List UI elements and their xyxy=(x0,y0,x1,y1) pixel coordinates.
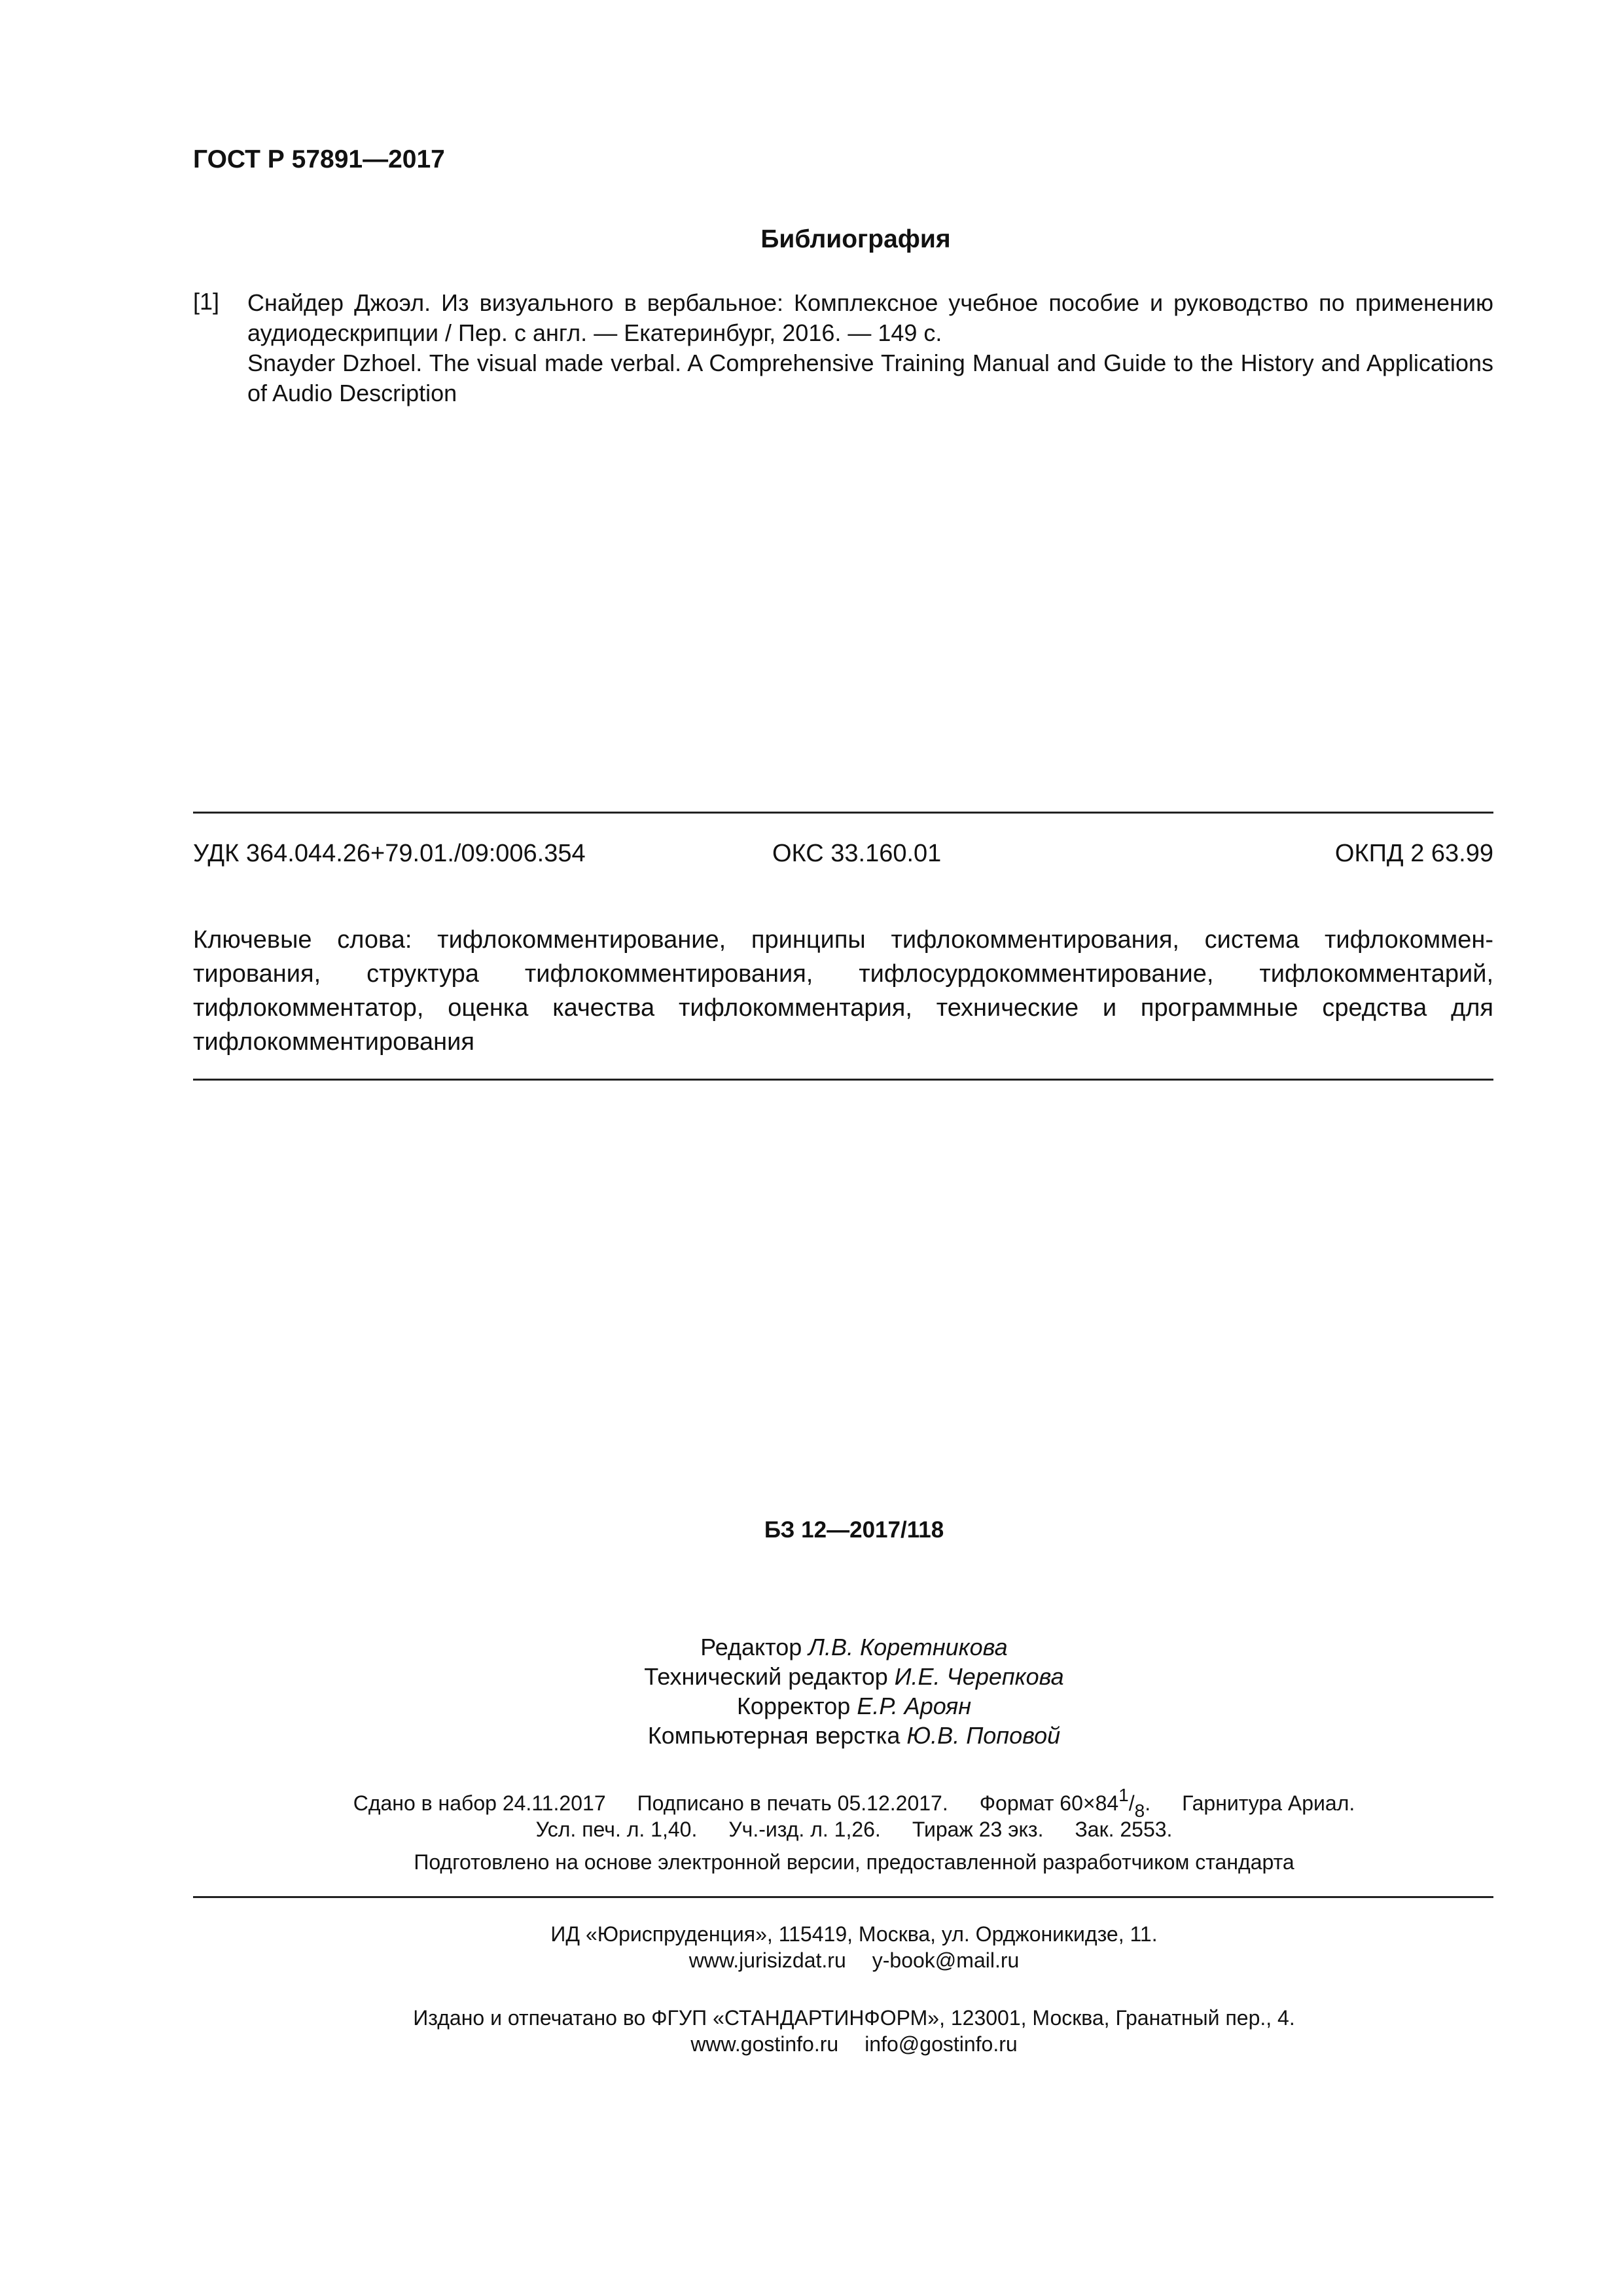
publisher-site-link[interactable]: www.jurisizdat.ru xyxy=(688,1948,846,1972)
staff-proofreader: Корректор Е.Р. Ароян xyxy=(736,1693,972,1719)
oks-code: ОКС 33.160.01 xyxy=(772,840,942,867)
keywords-line: тифлокомментирования xyxy=(193,1028,474,1056)
publisher-info: ИД «Юриспруденция», 115419, Москва, ул. Орджоникидзе, 11. www.jurisizdat.ru y-book@mail.ru xyxy=(550,1922,1158,1972)
print-info xyxy=(0,1785,1623,1875)
reference-line: Снайдер Джоэл. Из визуального в вербальное: Комплексное учебное пособие и руководство по применению xyxy=(247,289,1493,316)
publisher-email-link[interactable]: y-book@mail.ru xyxy=(872,1948,1020,1972)
keywords-block xyxy=(193,923,1493,1059)
staff-technical-editor: Технический редактор И.Е. Черепкова xyxy=(644,1663,1064,1690)
reference-number: [1] xyxy=(193,288,220,315)
okpd-code: ОКПД 2 63.99 xyxy=(1334,840,1493,867)
keywords-line: тирования, структура тифлокомментирования, тифлосурдокомментирование, тифлокомментарий, xyxy=(193,960,1493,988)
printer-info: Издано и отпечатано во ФГУП «СТАНДАРТИНФОРМ», 123001, Москва, Гранатный пер., 4. www.gostinfo.ru info@gostinfo.ru xyxy=(413,2006,1295,2056)
udc-code: УДК 364.044.26+79.01./09:006.354 xyxy=(193,840,586,867)
reference-line: of Audio Description xyxy=(247,380,457,406)
staff-credits xyxy=(0,1632,1623,1750)
reference-line: аудиодескрипции / Пер. с англ. — Екатеринбург, 2016. — 149 с. xyxy=(247,319,942,346)
printer-email-link[interactable]: info@gostinfo.ru xyxy=(865,2032,1018,2056)
printer-site-link[interactable]: www.gostinfo.ru xyxy=(690,2032,839,2056)
print-info-line-2: Усл. печ. л. 1,40. Уч.-изд. л. 1,26. Тираж 23 экз. Зак. 2553. xyxy=(535,1818,1173,1841)
divider xyxy=(193,1079,1493,1081)
divider xyxy=(193,812,1493,814)
staff-editor: Редактор Л.В. Коретникова xyxy=(700,1634,1008,1660)
staff-layout: Компьютерная верстка Ю.В. Поповой xyxy=(647,1722,1061,1749)
reference-entry xyxy=(247,288,1493,408)
bibliography-title: Библиография xyxy=(760,225,951,253)
keywords-line: тифлокомментатор, оценка качества тифлокомментария, технические и программные средства для xyxy=(193,994,1493,1022)
keywords-line: Ключевые слова: тифлокомментирование, принципы тифлокомментирования, система тифлокоммен- xyxy=(193,926,1493,954)
document-code: ГОСТ Р 57891—2017 xyxy=(193,145,445,173)
print-info-note: Подготовлено на основе электронной версии, предоставленной разработчиком стандарта xyxy=(414,1850,1294,1874)
bz-number: БЗ 12—2017/118 xyxy=(764,1517,944,1543)
print-info-line-1: Сдано в набор 24.11.2017 Подписано в печать 05.12.2017. Формат $60\times 84^1/_8$. Гарнитура Ариал. xyxy=(353,1785,1355,1821)
reference-line: Snayder Dzhoel. The visual made verbal. A Comprehensive Training Manual and Guide to the History and Applications xyxy=(247,350,1493,376)
divider xyxy=(193,1896,1493,1898)
